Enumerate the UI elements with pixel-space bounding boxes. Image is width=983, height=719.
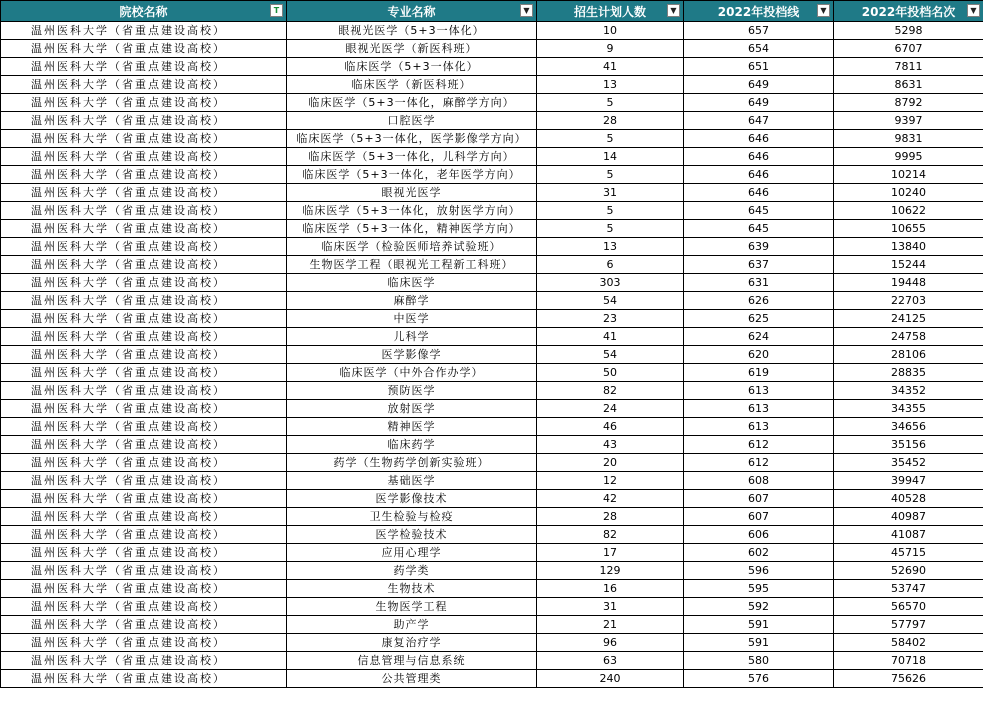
cutoff-score-cell[interactable]: 595 xyxy=(684,580,834,598)
table-row[interactable] xyxy=(1,40,983,58)
major-cell[interactable]: 医学影像技术 xyxy=(287,490,537,508)
table-row[interactable] xyxy=(1,418,983,436)
table-row[interactable] xyxy=(1,670,983,688)
cutoff-rank-cell[interactable]: 39947 xyxy=(834,472,983,490)
table-row[interactable] xyxy=(1,364,983,382)
table-row[interactable] xyxy=(1,310,983,328)
cutoff-score-cell[interactable]: 607 xyxy=(684,508,834,526)
major-cell[interactable]: 眼视光医学（5+3一体化） xyxy=(287,22,537,40)
cutoff-score-cell[interactable]: 657 xyxy=(684,22,834,40)
school-cell[interactable]: 温州医科大学（省重点建设高校） xyxy=(1,94,287,112)
cutoff-rank-cell[interactable]: 58402 xyxy=(834,634,983,652)
major-cell[interactable]: 医学影像学 xyxy=(287,346,537,364)
cutoff-rank-cell[interactable]: 35452 xyxy=(834,454,983,472)
cutoff-score-cell[interactable]: 645 xyxy=(684,202,834,220)
table-row[interactable] xyxy=(1,346,983,364)
cutoff-rank-cell[interactable]: 10240 xyxy=(834,184,983,202)
cutoff-rank-cell[interactable]: 5298 xyxy=(834,22,983,40)
cutoff-rank-cell[interactable]: 35156 xyxy=(834,436,983,454)
school-cell[interactable]: 温州医科大学（省重点建设高校） xyxy=(1,256,287,274)
cutoff-score-cell[interactable]: 647 xyxy=(684,112,834,130)
school-cell[interactable]: 温州医科大学（省重点建设高校） xyxy=(1,508,287,526)
plan-count-cell[interactable]: 14 xyxy=(537,148,684,166)
plan-count-cell[interactable]: 9 xyxy=(537,40,684,58)
cutoff-score-cell[interactable]: 591 xyxy=(684,634,834,652)
school-cell[interactable]: 温州医科大学（省重点建设高校） xyxy=(1,670,287,688)
column-header-label: 2022年投档名次 xyxy=(861,4,956,19)
plan-count-cell[interactable]: 50 xyxy=(537,364,684,382)
cutoff-score-cell[interactable]: 620 xyxy=(684,346,834,364)
major-cell[interactable]: 公共管理类 xyxy=(287,670,537,688)
cutoff-rank-cell[interactable]: 70718 xyxy=(834,652,983,670)
cutoff-rank-cell[interactable]: 9397 xyxy=(834,112,983,130)
dropdown-arrow-icon[interactable]: ▼ xyxy=(817,4,830,17)
cutoff-rank-cell[interactable]: 56570 xyxy=(834,598,983,616)
cutoff-rank-cell[interactable]: 10214 xyxy=(834,166,983,184)
major-cell[interactable]: 卫生检验与检疫 xyxy=(287,508,537,526)
cutoff-score-cell[interactable]: 649 xyxy=(684,76,834,94)
school-cell[interactable]: 温州医科大学（省重点建设高校） xyxy=(1,22,287,40)
dropdown-arrow-icon[interactable]: ▼ xyxy=(967,4,980,17)
school-cell[interactable]: 温州医科大学（省重点建设高校） xyxy=(1,148,287,166)
school-cell[interactable]: 温州医科大学（省重点建设高校） xyxy=(1,328,287,346)
school-cell[interactable]: 温州医科大学（省重点建设高校） xyxy=(1,454,287,472)
cutoff-rank-cell[interactable]: 75626 xyxy=(834,670,983,688)
major-cell[interactable]: 眼视光医学（新医科班） xyxy=(287,40,537,58)
table-row[interactable] xyxy=(1,148,983,166)
cutoff-rank-cell[interactable]: 28106 xyxy=(834,346,983,364)
table-row[interactable] xyxy=(1,184,983,202)
major-cell[interactable]: 预防医学 xyxy=(287,382,537,400)
major-cell[interactable]: 中医学 xyxy=(287,310,537,328)
cutoff-score-cell[interactable]: 626 xyxy=(684,292,834,310)
plan-count-cell[interactable]: 13 xyxy=(537,76,684,94)
major-cell[interactable]: 临床医学 xyxy=(287,274,537,292)
plan-count-cell[interactable]: 10 xyxy=(537,22,684,40)
major-cell[interactable]: 助产学 xyxy=(287,616,537,634)
major-cell[interactable]: 药学类 xyxy=(287,562,537,580)
plan-count-cell[interactable]: 5 xyxy=(537,130,684,148)
plan-count-cell[interactable]: 6 xyxy=(537,256,684,274)
table-row[interactable] xyxy=(1,634,983,652)
table-row[interactable] xyxy=(1,382,983,400)
major-cell[interactable]: 儿科学 xyxy=(287,328,537,346)
dropdown-arrow-icon[interactable]: ▼ xyxy=(667,4,680,17)
school-cell[interactable]: 温州医科大学（省重点建设高校） xyxy=(1,112,287,130)
plan-count-cell[interactable]: 82 xyxy=(537,526,684,544)
cutoff-score-cell[interactable]: 654 xyxy=(684,40,834,58)
school-cell[interactable]: 温州医科大学（省重点建设高校） xyxy=(1,58,287,76)
cutoff-score-cell[interactable]: 646 xyxy=(684,184,834,202)
cutoff-rank-cell[interactable]: 24125 xyxy=(834,310,983,328)
cutoff-score-cell[interactable]: 646 xyxy=(684,166,834,184)
major-cell[interactable]: 临床医学（新医科班） xyxy=(287,76,537,94)
major-cell[interactable]: 信息管理与信息系统 xyxy=(287,652,537,670)
school-cell[interactable]: 温州医科大学（省重点建设高校） xyxy=(1,400,287,418)
table-row[interactable] xyxy=(1,112,983,130)
school-cell[interactable]: 温州医科大学（省重点建设高校） xyxy=(1,526,287,544)
table-row[interactable] xyxy=(1,292,983,310)
column-header-major-name[interactable] xyxy=(287,1,537,22)
column-header-school-name[interactable] xyxy=(1,1,287,22)
plan-count-cell[interactable]: 129 xyxy=(537,562,684,580)
plan-count-cell[interactable]: 28 xyxy=(537,112,684,130)
table-row[interactable] xyxy=(1,652,983,670)
table-row[interactable] xyxy=(1,616,983,634)
major-cell[interactable]: 临床药学 xyxy=(287,436,537,454)
cutoff-score-cell[interactable]: 613 xyxy=(684,382,834,400)
major-cell[interactable]: 临床医学（5+3一体化，儿科学方向） xyxy=(287,148,537,166)
cutoff-score-cell[interactable]: 591 xyxy=(684,616,834,634)
cutoff-score-cell[interactable]: 651 xyxy=(684,58,834,76)
cutoff-score-cell[interactable]: 608 xyxy=(684,472,834,490)
column-header-cutoff-score[interactable] xyxy=(684,1,834,22)
cutoff-score-cell[interactable]: 612 xyxy=(684,436,834,454)
school-cell[interactable]: 温州医科大学（省重点建设高校） xyxy=(1,238,287,256)
table-row[interactable] xyxy=(1,274,983,292)
major-cell[interactable]: 医学检验技术 xyxy=(287,526,537,544)
table-row[interactable] xyxy=(1,130,983,148)
cutoff-rank-cell[interactable]: 8792 xyxy=(834,94,983,112)
column-header-cutoff-rank[interactable] xyxy=(834,1,983,22)
school-cell[interactable]: 温州医科大学（省重点建设高校） xyxy=(1,382,287,400)
cutoff-rank-cell[interactable]: 22703 xyxy=(834,292,983,310)
header-row xyxy=(1,1,983,22)
cutoff-score-cell[interactable]: 646 xyxy=(684,148,834,166)
school-cell[interactable]: 温州医科大学（省重点建设高校） xyxy=(1,562,287,580)
major-cell[interactable]: 麻醉学 xyxy=(287,292,537,310)
major-cell[interactable]: 临床医学（5+3一体化，放射医学方向） xyxy=(287,202,537,220)
major-cell[interactable]: 临床医学（5+3一体化，老年医学方向） xyxy=(287,166,537,184)
cutoff-score-cell[interactable]: 592 xyxy=(684,598,834,616)
plan-count-cell[interactable]: 240 xyxy=(537,670,684,688)
dropdown-arrow-icon[interactable]: ▼ xyxy=(520,4,533,17)
table-row[interactable] xyxy=(1,508,983,526)
plan-count-cell[interactable]: 42 xyxy=(537,490,684,508)
school-cell[interactable]: 温州医科大学（省重点建设高校） xyxy=(1,76,287,94)
school-cell[interactable]: 温州医科大学（省重点建设高校） xyxy=(1,598,287,616)
table-row[interactable] xyxy=(1,220,983,238)
cutoff-rank-cell[interactable]: 28835 xyxy=(834,364,983,382)
cutoff-score-cell[interactable]: 619 xyxy=(684,364,834,382)
plan-count-cell[interactable]: 43 xyxy=(537,436,684,454)
cutoff-rank-cell[interactable]: 10622 xyxy=(834,202,983,220)
column-header-label: 招生计划人数 xyxy=(573,4,646,19)
table-row[interactable] xyxy=(1,598,983,616)
plan-count-cell[interactable]: 54 xyxy=(537,346,684,364)
major-cell[interactable]: 基础医学 xyxy=(287,472,537,490)
school-cell[interactable]: 温州医科大学（省重点建设高校） xyxy=(1,130,287,148)
cutoff-rank-cell[interactable]: 10655 xyxy=(834,220,983,238)
cutoff-rank-cell[interactable]: 15244 xyxy=(834,256,983,274)
table-row[interactable] xyxy=(1,562,983,580)
cutoff-rank-cell[interactable]: 57797 xyxy=(834,616,983,634)
cutoff-rank-cell[interactable]: 24758 xyxy=(834,328,983,346)
cutoff-score-cell[interactable]: 576 xyxy=(684,670,834,688)
plan-count-cell[interactable]: 303 xyxy=(537,274,684,292)
table-row[interactable] xyxy=(1,328,983,346)
major-cell[interactable]: 临床医学（检验医师培养试验班） xyxy=(287,238,537,256)
table-row[interactable] xyxy=(1,166,983,184)
table-row[interactable] xyxy=(1,472,983,490)
cutoff-score-cell[interactable]: 613 xyxy=(684,418,834,436)
cutoff-score-cell[interactable]: 613 xyxy=(684,400,834,418)
table-row[interactable] xyxy=(1,58,983,76)
major-cell[interactable]: 临床医学（5+3一体化，医学影像学方向） xyxy=(287,130,537,148)
cutoff-rank-cell[interactable]: 6707 xyxy=(834,40,983,58)
plan-count-cell[interactable]: 12 xyxy=(537,472,684,490)
plan-count-cell[interactable]: 41 xyxy=(537,328,684,346)
plan-count-cell[interactable]: 41 xyxy=(537,58,684,76)
school-cell[interactable]: 温州医科大学（省重点建设高校） xyxy=(1,436,287,454)
school-cell[interactable]: 温州医科大学（省重点建设高校） xyxy=(1,166,287,184)
major-cell[interactable]: 生物医学工程（眼视光工程新工科班） xyxy=(287,256,537,274)
school-cell[interactable]: 温州医科大学（省重点建设高校） xyxy=(1,310,287,328)
school-cell[interactable]: 温州医科大学（省重点建设高校） xyxy=(1,616,287,634)
cutoff-rank-cell[interactable]: 41087 xyxy=(834,526,983,544)
plan-count-cell[interactable]: 17 xyxy=(537,544,684,562)
school-cell[interactable]: 温州医科大学（省重点建设高校） xyxy=(1,184,287,202)
school-cell[interactable]: 温州医科大学（省重点建设高校） xyxy=(1,652,287,670)
school-cell[interactable]: 温州医科大学（省重点建设高校） xyxy=(1,472,287,490)
cutoff-rank-cell[interactable]: 52690 xyxy=(834,562,983,580)
cutoff-rank-cell[interactable]: 40987 xyxy=(834,508,983,526)
major-cell[interactable]: 临床医学（中外合作办学） xyxy=(287,364,537,382)
column-header-label: 2022年投档线 xyxy=(717,4,800,19)
major-cell[interactable]: 临床医学（5+3一体化） xyxy=(287,58,537,76)
table-row[interactable] xyxy=(1,238,983,256)
plan-count-cell[interactable]: 46 xyxy=(537,418,684,436)
school-cell[interactable]: 温州医科大学（省重点建设高校） xyxy=(1,40,287,58)
column-header-enrollment-plan[interactable] xyxy=(537,1,684,22)
major-cell[interactable]: 精神医学 xyxy=(287,418,537,436)
plan-count-cell[interactable]: 5 xyxy=(537,220,684,238)
column-header-label: 院校名称 xyxy=(119,4,168,19)
plan-count-cell[interactable]: 23 xyxy=(537,310,684,328)
cutoff-score-cell[interactable]: 606 xyxy=(684,526,834,544)
major-cell[interactable]: 应用心理学 xyxy=(287,544,537,562)
cutoff-rank-cell[interactable]: 34355 xyxy=(834,400,983,418)
major-cell[interactable]: 放射医学 xyxy=(287,400,537,418)
table-row[interactable] xyxy=(1,400,983,418)
major-cell[interactable]: 临床医学（5+3一体化，精神医学方向） xyxy=(287,220,537,238)
cutoff-rank-cell[interactable]: 45715 xyxy=(834,544,983,562)
cutoff-score-cell[interactable]: 602 xyxy=(684,544,834,562)
table-row[interactable] xyxy=(1,22,983,40)
cutoff-rank-cell[interactable]: 8631 xyxy=(834,76,983,94)
plan-count-cell[interactable]: 31 xyxy=(537,184,684,202)
cutoff-rank-cell[interactable]: 34352 xyxy=(834,382,983,400)
cutoff-score-cell[interactable]: 624 xyxy=(684,328,834,346)
table-row[interactable] xyxy=(1,202,983,220)
major-cell[interactable]: 生物技术 xyxy=(287,580,537,598)
cutoff-rank-cell[interactable]: 7811 xyxy=(834,58,983,76)
table-row[interactable] xyxy=(1,454,983,472)
school-cell[interactable]: 温州医科大学（省重点建设高校） xyxy=(1,418,287,436)
plan-count-cell[interactable]: 21 xyxy=(537,616,684,634)
table-row[interactable] xyxy=(1,526,983,544)
cutoff-score-cell[interactable]: 649 xyxy=(684,94,834,112)
school-cell[interactable]: 温州医科大学（省重点建设高校） xyxy=(1,490,287,508)
table-body xyxy=(1,22,983,688)
major-cell[interactable]: 药学（生物药学创新实验班） xyxy=(287,454,537,472)
plan-count-cell[interactable]: 96 xyxy=(537,634,684,652)
school-cell[interactable]: 温州医科大学（省重点建设高校） xyxy=(1,220,287,238)
plan-count-cell[interactable]: 63 xyxy=(537,652,684,670)
major-cell[interactable]: 生物医学工程 xyxy=(287,598,537,616)
plan-count-cell[interactable]: 24 xyxy=(537,400,684,418)
school-cell[interactable]: 温州医科大学（省重点建设高校） xyxy=(1,634,287,652)
cutoff-score-cell[interactable]: 596 xyxy=(684,562,834,580)
table-row[interactable] xyxy=(1,490,983,508)
cutoff-score-cell[interactable]: 646 xyxy=(684,130,834,148)
table-row[interactable] xyxy=(1,580,983,598)
cutoff-score-cell[interactable]: 645 xyxy=(684,220,834,238)
cutoff-score-cell[interactable]: 631 xyxy=(684,274,834,292)
table-row[interactable] xyxy=(1,94,983,112)
plan-count-cell[interactable]: 13 xyxy=(537,238,684,256)
column-header-label: 专业名称 xyxy=(387,4,436,19)
cutoff-rank-cell[interactable]: 13840 xyxy=(834,238,983,256)
table-row[interactable] xyxy=(1,256,983,274)
cutoff-rank-cell[interactable]: 53747 xyxy=(834,580,983,598)
plan-count-cell[interactable]: 82 xyxy=(537,382,684,400)
plan-count-cell[interactable]: 31 xyxy=(537,598,684,616)
major-cell[interactable]: 临床医学（5+3一体化，麻醉学方向） xyxy=(287,94,537,112)
plan-count-cell[interactable]: 5 xyxy=(537,166,684,184)
plan-count-cell[interactable]: 20 xyxy=(537,454,684,472)
plan-count-cell[interactable]: 28 xyxy=(537,508,684,526)
plan-count-cell[interactable]: 5 xyxy=(537,94,684,112)
table-row[interactable] xyxy=(1,76,983,94)
table-row[interactable] xyxy=(1,544,983,562)
cutoff-rank-cell[interactable]: 9831 xyxy=(834,130,983,148)
major-cell[interactable]: 康复治疗学 xyxy=(287,634,537,652)
school-cell[interactable]: 温州医科大学（省重点建设高校） xyxy=(1,580,287,598)
cutoff-rank-cell[interactable]: 40528 xyxy=(834,490,983,508)
cutoff-rank-cell[interactable]: 34656 xyxy=(834,418,983,436)
school-cell[interactable]: 温州医科大学（省重点建设高校） xyxy=(1,202,287,220)
cutoff-score-cell[interactable]: 639 xyxy=(684,238,834,256)
cutoff-score-cell[interactable]: 580 xyxy=(684,652,834,670)
cutoff-score-cell[interactable]: 637 xyxy=(684,256,834,274)
table-row[interactable] xyxy=(1,436,983,454)
plan-count-cell[interactable]: 16 xyxy=(537,580,684,598)
cutoff-rank-cell[interactable]: 9995 xyxy=(834,148,983,166)
school-cell[interactable]: 温州医科大学（省重点建设高校） xyxy=(1,274,287,292)
cutoff-score-cell[interactable]: 612 xyxy=(684,454,834,472)
school-cell[interactable]: 温州医科大学（省重点建设高校） xyxy=(1,292,287,310)
plan-count-cell[interactable]: 5 xyxy=(537,202,684,220)
cutoff-score-cell[interactable]: 625 xyxy=(684,310,834,328)
major-cell[interactable]: 口腔医学 xyxy=(287,112,537,130)
filter-funnel-icon[interactable]: T xyxy=(270,4,283,17)
school-cell[interactable]: 温州医科大学（省重点建设高校） xyxy=(1,346,287,364)
school-cell[interactable]: 温州医科大学（省重点建设高校） xyxy=(1,364,287,382)
plan-count-cell[interactable]: 54 xyxy=(537,292,684,310)
major-cell[interactable]: 眼视光医学 xyxy=(287,184,537,202)
cutoff-score-cell[interactable]: 607 xyxy=(684,490,834,508)
school-cell[interactable]: 温州医科大学（省重点建设高校） xyxy=(1,544,287,562)
cutoff-rank-cell[interactable]: 19448 xyxy=(834,274,983,292)
